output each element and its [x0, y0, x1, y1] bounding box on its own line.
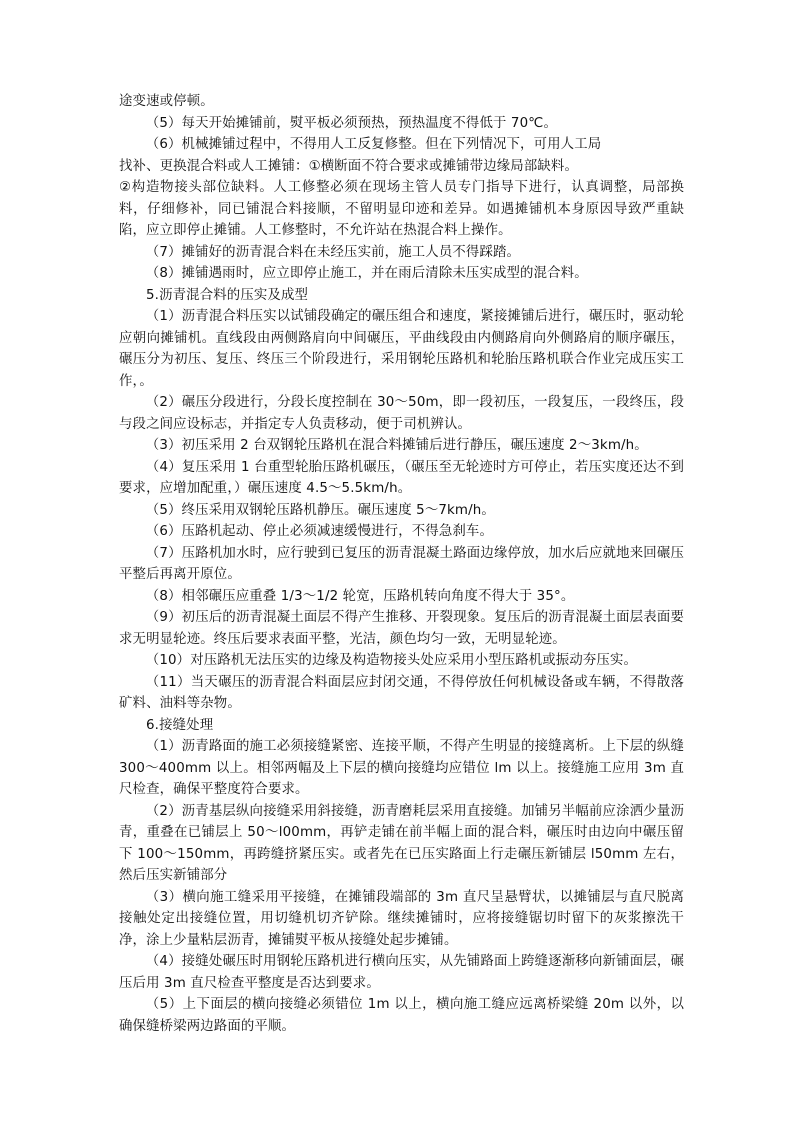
paragraph-22: （2）沥青基层纵向接缝采用斜接缝，沥青磨耗层采用直接缝。加铺另半幅前应涂洒少量沥青，重叠在已铺层上 50～l00mm，再铲走铺在前半幅上面的混合料，碾压时由边向中碾压留下 100～150mm，再跨缝挤紧压实。或者先在已压实路面上行走碾压新铺层 l50mm 左右，然后压实新铺部分	[119, 803, 684, 883]
paragraph-16: （8）相邻碾压应重叠 1/3～1/2 轮宽，压路机转向角度不得大于 35°。	[145, 588, 575, 604]
document-body	[119, 91, 684, 1037]
paragraph-3: （6）机械摊铺过程中，不得用人工反复修整。但在下列情况下，可用人工局	[145, 137, 602, 152]
paragraph-5: ②构造物接头部位缺料。人工修整必须在现场主管人员专门指导下进行，认真调整，局部换料，仔细修补，同已铺混合料接顺，不留明显印迹和差异。如遇摊铺机本身原因导致严重缺陷，应立即停止摊铺。人工修整时，不允许站在热混合料上操作。	[119, 180, 684, 238]
paragraph-23: （3）横向施工缝采用平接缝，在摊铺段端部的 3m 直尺呈悬臂状，以摊铺层与直尺脱离接触处定出接缝位置，用切缝机切齐铲除。继续摊铺时，应将接缝锯切时留下的灰浆擦洗干净，涂上少量粘层沥青，摊铺熨平板从接缝处起步摊铺。	[119, 889, 684, 948]
paragraph-25: （5）上下面层的横向接缝必须错位 1m 以上，横向施工缝应远离桥梁缝 20m 以外，以确保缝桥梁两边路面的平顺。	[119, 997, 684, 1034]
paragraph-13: （5）终压采用双钢轮压路机静压。碾压速度 5～7km/h。	[145, 502, 495, 518]
paragraph-21: （1）沥青路面的施工必须接缝紧密、连接平顺，不得产生明显的接缝离析。上下层的纵缝 300～400mm 以上。相邻两幅及上下层的横向接缝均应错位 lm 以上。接缝施工应用 3m 直尺检查，确保平整度符合要求。	[119, 739, 684, 797]
paragraph-10: （2）碾压分段进行，分段长度控制在 30～50m，即一段初压，一段复压，一段终压，段与段之间应设标志，并指定专人负责移动，便于司机辨认。	[119, 395, 684, 432]
paragraph-9: （1）沥青混合料压实以试铺段确定的碾压组合和速度，紧接摊铺后进行，碾压时，驱动轮应朝向摊铺机。直线段由两侧路肩向中间碾压，平曲线段由内侧路肩向外侧路肩的顺序碾压，碾压分为初压、复压、终压三个阶段进行，采用钢轮压路机和轮胎压路机联合作业完成压实工作，。	[119, 309, 684, 389]
paragraph-11: （3）初压采用 2 台双钢轮压路机在混合料摊铺后进行静压，碾压速度 2～3km/h。	[145, 438, 648, 453]
section-heading-compaction: 5.沥青混合料的压实及成型	[146, 287, 309, 303]
paragraph-14: （6）压路机起动、停止必须减速缓慢进行，不得急刹车。	[145, 524, 493, 539]
paragraph-24: （4）接缝处碾压时用钢轮压路机进行横向压实，从先铺路面上跨缝逐渐移向新铺面层，碾压后用 3m 直尺检查平整度是否达到要求。	[119, 954, 684, 991]
paragraph-18: （10）对压路机无法压实的边缘及构造物接头处应采用小型压路机或振动夯压实。	[145, 653, 638, 668]
paragraph-2: （5）每天开始摊铺前，熨平板必须预热，预热温度不得低于 70℃。	[145, 115, 557, 131]
paragraph-17: （9）初压后的沥青混凝土面层不得产生推移、开裂现象。复压后的沥青混凝土面层表面要求无明显轮迹。终压后要求表面平整，光洁，颜色均匀一致，无明显轮迹。	[119, 610, 684, 647]
paragraph-7: （8）摊铺遇雨时，应立即停止施工，并在雨后清除未压实成型的混合料。	[145, 266, 588, 281]
paragraph-19: （11）当天碾压的沥青混合料面层应封闭交通，不得停放任何机械设备或车辆，不得散落矿料、油料等杂物。	[119, 674, 684, 711]
section-heading-joints: 6.接缝处理	[146, 717, 214, 733]
paragraph-6: （7）摊铺好的沥青混合料在未经压实前，施工人员不得踩踏。	[145, 244, 521, 260]
paragraph-12: （4）复压采用 1 台重型轮胎压路机碾压，（碾压至无轮迹时方可停止，若压实度还达不到要求，应增加配重，）碾压速度 4.5～5.5km/h。	[119, 459, 684, 496]
paragraph-15: （7）压路机加水时，应行驶到已复压的沥青混凝土路面边缘停放，加水后应就地来回碾压平整后再离开原位。	[119, 545, 684, 582]
paragraph-4: 找补、更换混合料或人工摊铺：①横断面不符合要求或摊铺带边缘局部缺料。	[119, 158, 578, 174]
paragraph-1: 途变速或停顿。	[119, 94, 214, 109]
